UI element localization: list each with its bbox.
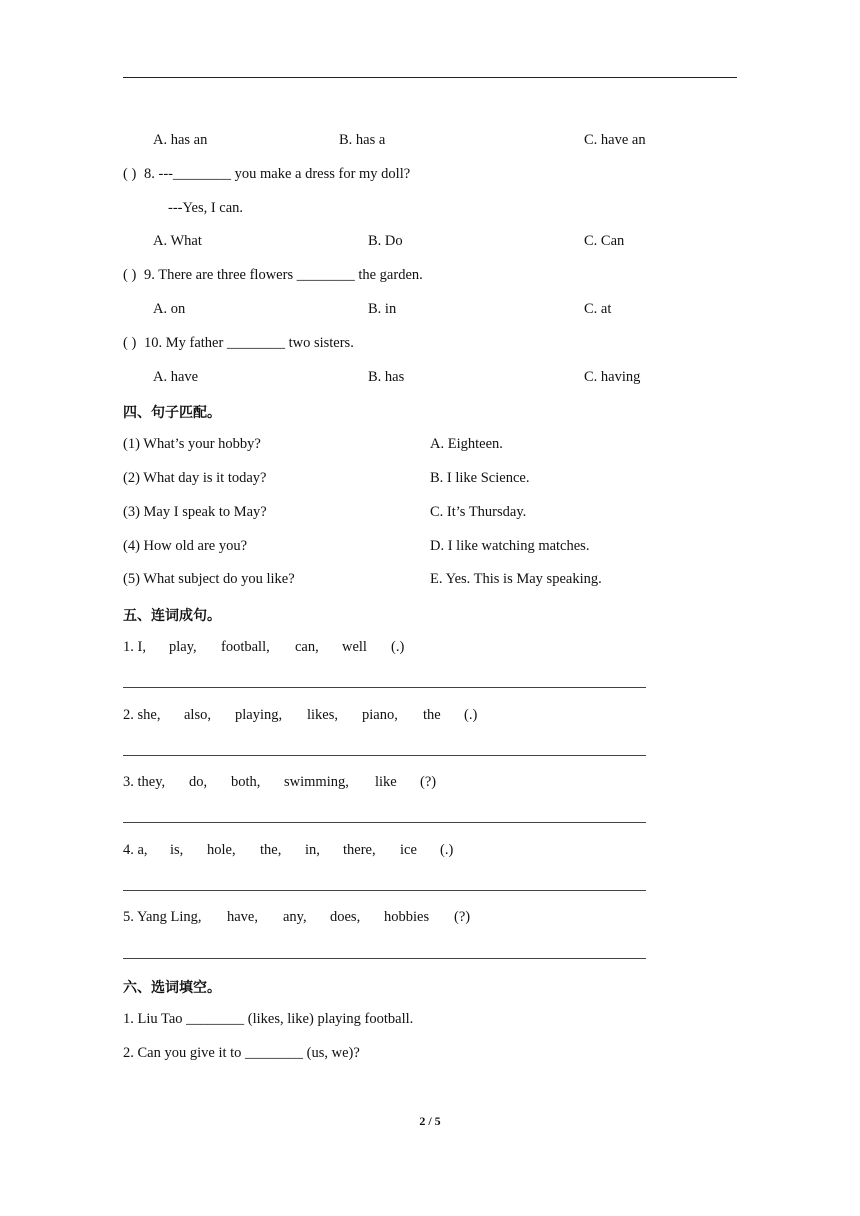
reorder-word: 5. Yang Ling,: [123, 909, 202, 925]
reorder-word: in,: [305, 842, 320, 858]
q7-option-b: B. has a: [339, 132, 386, 148]
q8-option-c: C. Can: [584, 233, 625, 249]
reorder-word: well: [342, 639, 367, 655]
reorder-word: there,: [343, 842, 376, 858]
header-rule: [123, 77, 737, 78]
answer-line-4: [123, 890, 646, 891]
answer-line-3: [123, 822, 646, 823]
reorder-word: 1. I,: [123, 639, 146, 655]
section6-title: 六、选词填空。: [123, 980, 221, 996]
reorder-word: 4. a,: [123, 842, 148, 858]
reorder-word: any,: [283, 909, 307, 925]
reorder-word: (.): [391, 639, 405, 655]
section4-title: 四、句子匹配。: [123, 405, 221, 421]
q7-option-a: A. has an: [153, 132, 208, 148]
q9-option-b: B. in: [368, 301, 397, 317]
reorder-word: also,: [184, 707, 211, 723]
match-question-1: (1) What’s your hobby?: [123, 436, 261, 452]
reorder-word: 3. they,: [123, 774, 166, 790]
match-answer-c: C. It’s Thursday.: [430, 504, 527, 520]
q8-reply: ---Yes, I can.: [168, 200, 244, 216]
reorder-word: do,: [189, 774, 208, 790]
reorder-word: hole,: [207, 842, 236, 858]
match-question-3: (3) May I speak to May?: [123, 504, 267, 520]
q10-option-b: B. has: [368, 369, 405, 385]
reorder-word: is,: [170, 842, 184, 858]
answer-line-2: [123, 755, 646, 756]
q7-option-c: C. have an: [584, 132, 646, 148]
reorder-word: ice: [400, 842, 417, 858]
reorder-word: the: [423, 707, 441, 723]
reorder-word: 2. she,: [123, 707, 161, 723]
q9-option-a: A. on: [153, 301, 186, 317]
reorder-word: hobbies: [384, 909, 430, 925]
reorder-word: play,: [169, 639, 197, 655]
q10-option-a: A. have: [153, 369, 199, 385]
q9-bracket: ( ): [123, 267, 137, 283]
q10-text: 10. My father ________ two sisters.: [144, 335, 354, 351]
q10-option-c: C. having: [584, 369, 641, 385]
q8-option-a: A. What: [153, 233, 202, 249]
reorder-word: both,: [231, 774, 261, 790]
answer-line-5: [123, 958, 646, 959]
q9-text: 9. There are three flowers ________ the garden.: [144, 267, 423, 283]
reorder-word: likes,: [307, 707, 339, 723]
reorder-word: (?): [420, 774, 437, 790]
reorder-word: like: [375, 774, 397, 790]
match-question-5: (5) What subject do you like?: [123, 571, 295, 587]
match-question-2: (2) What day is it today?: [123, 470, 267, 486]
reorder-word: piano,: [362, 707, 398, 723]
reorder-word: playing,: [235, 707, 283, 723]
reorder-word: (?): [454, 909, 471, 925]
match-answer-e: E. Yes. This is May speaking.: [430, 571, 602, 587]
match-answer-a: A. Eighteen.: [430, 436, 503, 452]
section5-title: 五、连词成句。: [123, 608, 221, 624]
reorder-word: swimming,: [284, 774, 349, 790]
reorder-word: does,: [330, 909, 361, 925]
q8-text: 8. ---________ you make a dress for my doll?: [144, 166, 411, 182]
fill-item-1: 1. Liu Tao ________ (likes, like) playing football.: [123, 1011, 414, 1027]
q8-bracket: ( ): [123, 166, 137, 182]
fill-item-2: 2. Can you give it to ________ (us, we)?: [123, 1045, 360, 1061]
reorder-word: the,: [260, 842, 282, 858]
answer-line-1: [123, 687, 646, 688]
reorder-word: football,: [221, 639, 270, 655]
match-question-4: (4) How old are you?: [123, 538, 248, 554]
match-answer-b: B. I like Science.: [430, 470, 530, 486]
reorder-word: (.): [440, 842, 454, 858]
reorder-word: (.): [464, 707, 478, 723]
q9-option-c: C. at: [584, 301, 612, 317]
reorder-word: can,: [295, 639, 319, 655]
page-number: 2 / 5: [419, 1114, 441, 1128]
match-answer-d: D. I like watching matches.: [430, 538, 590, 554]
q10-bracket: ( ): [123, 335, 137, 351]
reorder-word: have,: [227, 909, 258, 925]
q8-option-b: B. Do: [368, 233, 403, 249]
